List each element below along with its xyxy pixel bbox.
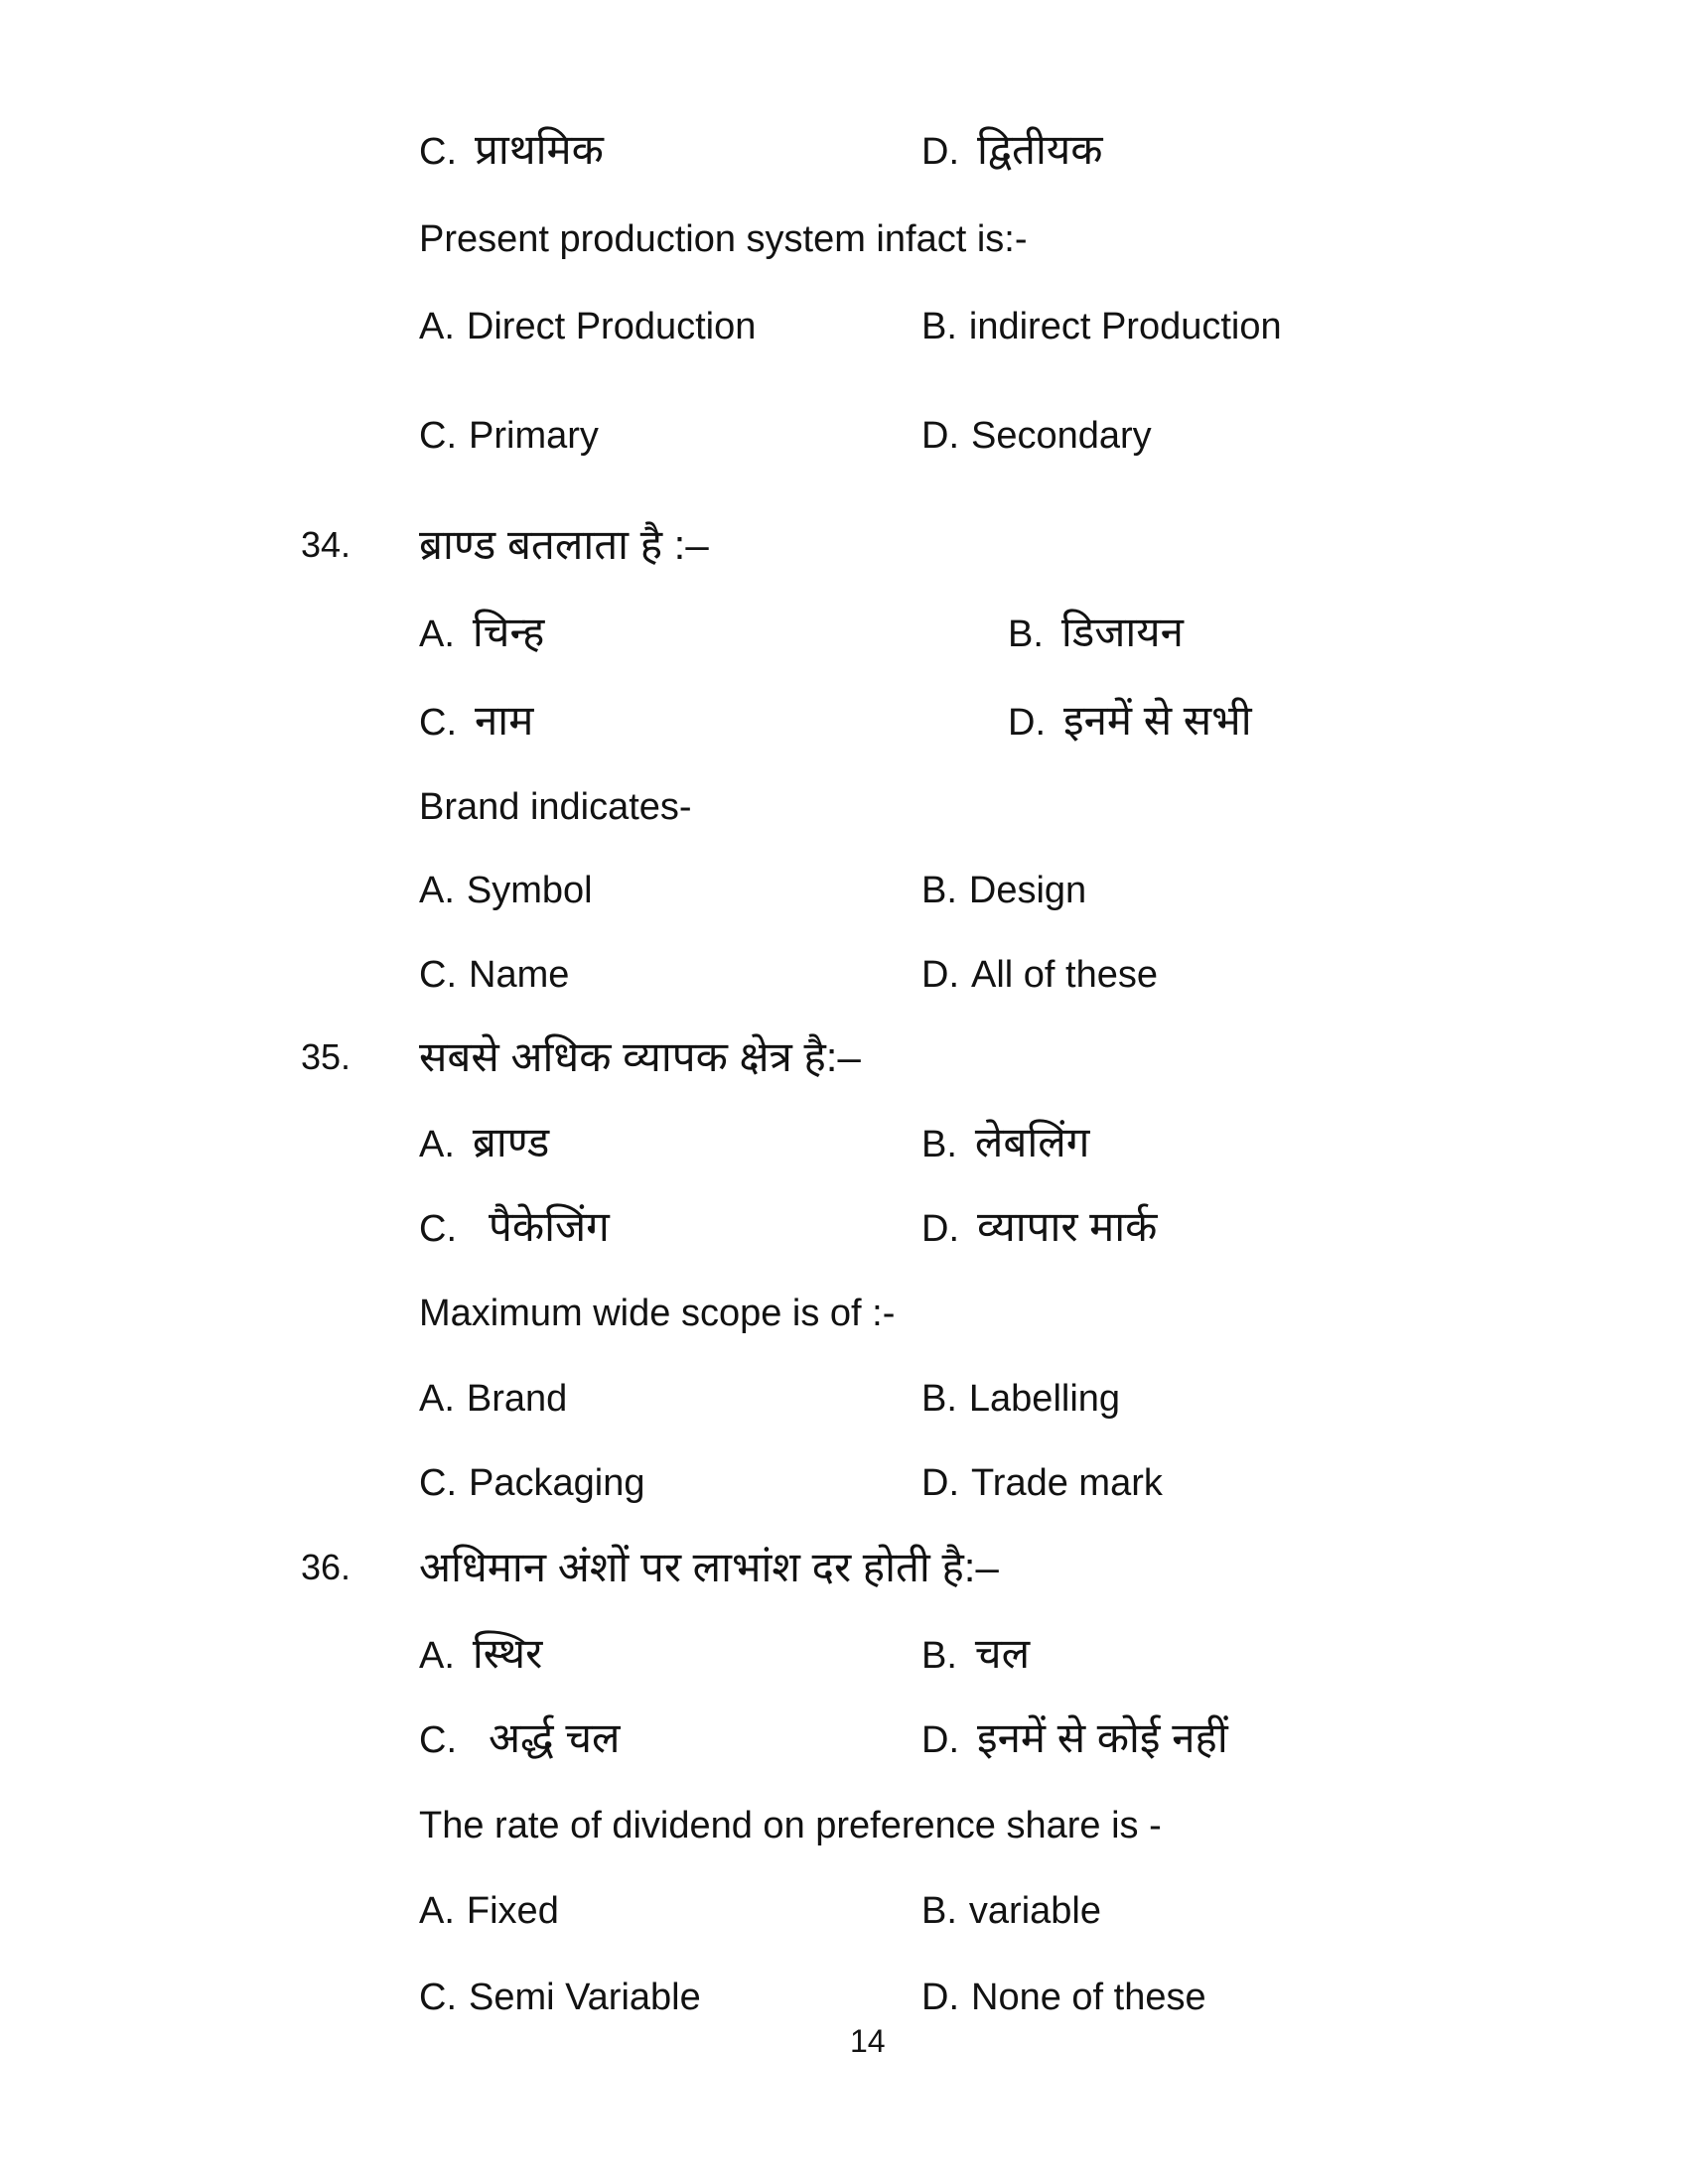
option-text: Trade mark [971,1462,1163,1504]
question-stem-hindi: ब्राण्ड बतलाता है :– [419,521,709,568]
option-cell [419,1630,543,1679]
option-label: C. [419,702,457,744]
option-cell [921,870,1086,913]
option-cell [419,415,599,459]
question-stem-hindi: सबसे अधिक व्यापक क्षेत्र है:– [419,1033,861,1080]
option-text: All of these [971,954,1158,996]
option-text: द्वितीयक [977,126,1103,173]
option-label: B. [1008,614,1044,655]
question-stem-english: Brand indicates- [419,786,692,828]
option-label: B. [921,1890,957,1932]
option-cell [419,1890,559,1934]
option-label: C. [419,1208,457,1250]
option-cell [419,306,756,349]
option-text: Packaging [469,1462,645,1504]
option-label: A. [419,306,455,347]
option-text: लेबलिंग [974,1119,1090,1165]
option-text: अर्द्ध चल [489,1714,621,1761]
question-stem-english: The rate of dividend on preference share is - [419,1805,1162,1846]
option-label: B. [921,870,957,911]
option-text: Secondary [971,415,1152,457]
option-text: प्राथमिक [475,126,604,173]
option-label: B. [921,1124,957,1165]
option-cell [921,1977,1206,2020]
option-cell [419,1714,621,1763]
option-cell [921,306,1282,349]
option-text: Direct Production [466,306,757,347]
option-cell [921,1203,1158,1252]
option-label: C. [419,1719,457,1761]
option-cell [921,126,1103,175]
option-text: Primary [469,415,599,457]
option-label: A. [419,870,455,911]
option-text: पैकेजिंग [489,1203,610,1250]
option-cell [419,1203,610,1252]
option-label: C. [419,131,457,173]
option-text: Symbol [466,870,593,911]
option-text: डिजायन [1060,609,1184,655]
option-label: C. [419,1462,457,1504]
option-label: D. [921,954,959,996]
question-stem-english: Maximum wide scope is of :- [419,1293,896,1334]
option-label: A. [419,1378,455,1420]
option-cell [419,870,593,913]
option-cell [921,1119,1090,1167]
question-number: 34. [301,524,352,565]
option-label: D. [921,131,959,173]
option-cell [419,1378,567,1422]
option-text: Fixed [466,1890,559,1932]
option-text: व्यापार मार्क [977,1203,1158,1250]
option-label: B. [921,306,957,347]
option-cell [921,1714,1228,1763]
option-text: स्थिर [472,1630,543,1677]
question-number: 36. [301,1547,352,1587]
option-cell [419,1462,644,1506]
option-cell [1008,697,1252,746]
question-number: 35. [301,1036,352,1077]
option-label: A. [419,1890,455,1932]
option-cell [419,609,545,657]
option-label: A. [419,614,455,655]
option-label: D. [921,1462,959,1504]
option-label: D. [921,1719,959,1761]
option-cell [921,1890,1101,1934]
option-label: D. [1008,702,1046,744]
question-stem-english: Present production system infact is:- [419,218,1028,260]
option-label: A. [419,1635,455,1677]
option-text: इनमें से कोई नहीं [977,1714,1228,1761]
option-cell [419,1119,550,1167]
option-text: Name [469,954,570,996]
option-label: D. [921,1208,959,1250]
option-text: चल [974,1630,1031,1677]
question-stem-hindi: अधिमान अंशों पर लाभांश दर होती है:– [419,1544,999,1590]
option-label: D. [921,415,959,457]
option-text: Design [968,870,1087,911]
option-cell [419,1977,701,2020]
option-cell [419,126,604,175]
option-cell [921,1630,1031,1679]
option-label: D. [921,1977,959,2018]
option-cell [921,1378,1120,1422]
option-cell [1008,609,1184,657]
option-label: A. [419,1124,455,1165]
option-cell [921,954,1158,998]
option-text: इनमें से सभी [1063,697,1252,744]
option-label: C. [419,954,457,996]
option-text: Brand [466,1378,568,1420]
option-text: variable [968,1890,1101,1932]
page-number: 14 [850,2023,886,2059]
option-text: Semi Variable [469,1977,701,2018]
option-text: नाम [475,697,534,744]
option-text: ब्राण्ड [472,1119,550,1165]
option-text: indirect Production [968,306,1282,347]
option-label: C. [419,1977,457,2018]
option-cell [921,1462,1163,1506]
option-label: B. [921,1635,957,1677]
option-text: चिन्ह [472,609,545,655]
option-text: None of these [971,1977,1206,2018]
option-label: B. [921,1378,957,1420]
option-cell [921,415,1152,459]
option-text: Labelling [968,1378,1121,1420]
option-cell [419,697,534,746]
option-label: C. [419,415,457,457]
option-cell [419,954,569,998]
